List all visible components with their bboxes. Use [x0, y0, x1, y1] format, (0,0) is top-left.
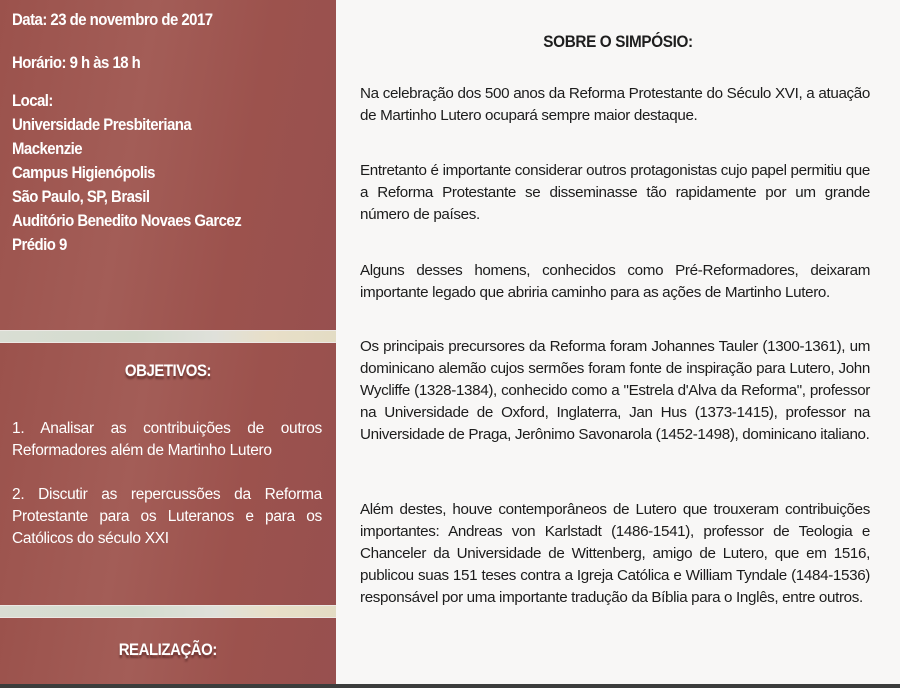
location-line: Auditório Benedito Novaes Garcez [12, 211, 242, 230]
event-local-label: Local: [12, 91, 53, 110]
realization-block [0, 618, 336, 684]
location-line: Universidade Presbiteriana [12, 115, 192, 134]
about-panel [336, 0, 900, 684]
location-line: Mackenzie [12, 139, 83, 158]
location-line: Campus Higienópolis [12, 163, 155, 182]
event-location-list [12, 113, 272, 257]
location-line: São Paulo, SP, Brasil [12, 187, 150, 206]
event-date: Data: 23 de novembro de 2017 [12, 10, 213, 29]
about-paragraph: Na celebração dos 500 anos da Reforma Protestante do Século XVI, a atuação de Martinho Lutero ocupará sempre maior destaque. [360, 85, 870, 124]
section-divider [0, 330, 336, 343]
objective-item: 1. Analisar as contribuições de outros Reformadores além de Martinho Lutero [12, 420, 322, 459]
about-paragraph: Os principais precursores da Reforma foram Johannes Tauler (1300-1361), um dominicano alemão cujos sermões foram fonte de inspiração para Lutero, John Wycliffe (1328-1384), conhecido como a "Estrela d'Alva da Reforma", professor na Universidade de Oxford, Inglaterra, Jan Hus (1373-1415), professor na Universidade de Praga, Jerônimo Savonarola (1452-1498), dominicano italiano. [360, 338, 870, 443]
objective-item: 2. Discutir as repercussões da Reforma Protestante para os Luteranos e para os Católicos do século XXI [12, 486, 322, 547]
objectives-heading: OBJETIVOS: [124, 361, 212, 380]
location-line: Prédio 9 [12, 235, 67, 254]
event-time: Horário: 9 h às 18 h [12, 53, 141, 72]
bottom-bar [0, 684, 900, 688]
realization-heading: REALIZAÇÃO: [118, 640, 218, 659]
event-info-block [0, 0, 336, 330]
about-paragraph: Além destes, houve contemporâneos de Lutero que trouxeram contribuições importantes: Andreas von Karlstadt (1486-1541), professor de Teologia e Chanceler da Universidade de Wittenberg, amigo de Lutero, que em 1516, publicou suas 151 teses contra a Igreja Católica e William Tyndale (1484-1536) responsável por uma importante tradução da Bíblia para o Inglês, entre outros. [360, 501, 870, 606]
left-panel [0, 0, 336, 684]
about-paragraph: Entretanto é importante considerar outros protagonistas cujo papel permitiu que a Reforma Protestante se disseminasse tão rapidamente por um grande número de países. [360, 162, 870, 223]
section-divider [0, 605, 336, 618]
objectives-block [0, 343, 336, 605]
about-heading: SOBRE O SIMPÓSIO: [543, 32, 693, 51]
about-paragraph: Alguns desses homens, conhecidos como Pré-Reformadores, deixaram importante legado que abriria caminho para as ações de Martinho Lutero. [360, 262, 870, 301]
